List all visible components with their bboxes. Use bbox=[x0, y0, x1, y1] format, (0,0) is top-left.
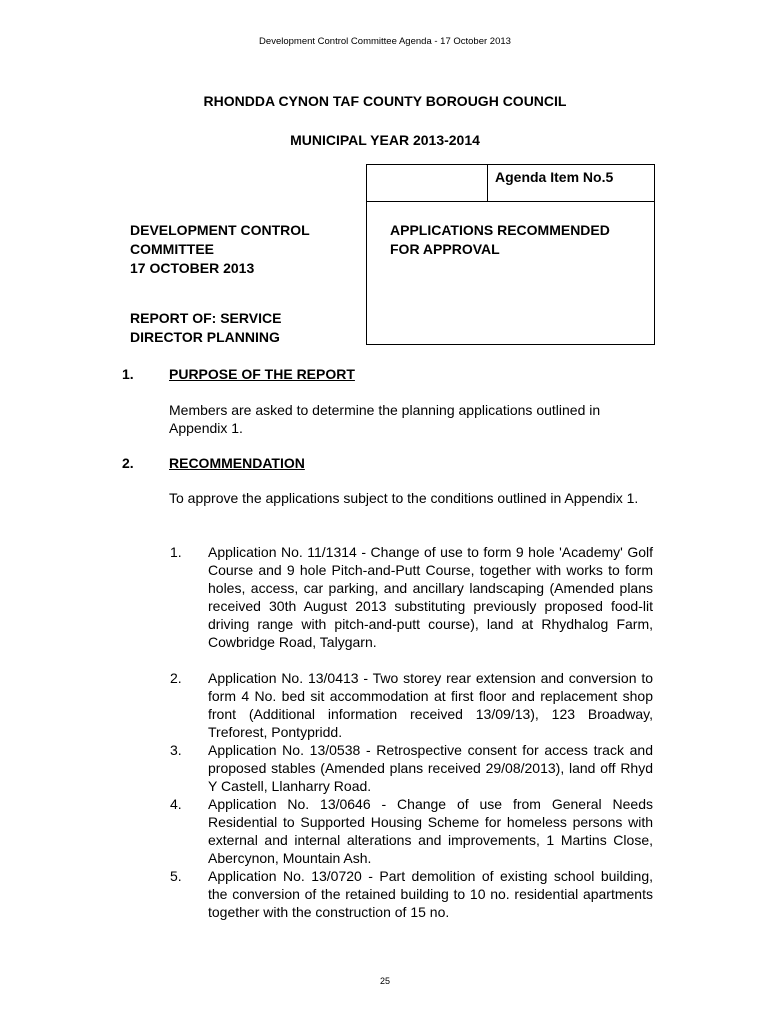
report-of-line1: REPORT OF: SERVICE bbox=[130, 310, 282, 326]
committee-block bbox=[130, 221, 310, 278]
municipal-year: MUNICIPAL YEAR 2013-2014 bbox=[290, 132, 480, 148]
list-item bbox=[170, 741, 655, 795]
applications-heading-line2: FOR APPROVAL bbox=[390, 241, 500, 257]
list-item-text: Application No. 13/0413 - Two storey rear extension and conversion to form 4 No. bed sit accommodation at first floor and replacement shop front (Additional information received 13/09/13), 123 Broadway, Treforest, Pontypridd. bbox=[208, 670, 653, 740]
list-item-text: Application No. 13/0538 - Retrospective consent for access track and proposed stables (Amended plans received 29/08/2013), land off Rhyd Y Castell, Llanharry Road. bbox=[208, 742, 653, 794]
section-1-text: Members are asked to determine the planning applications outlined in Appendix 1. bbox=[169, 402, 601, 436]
committee-line2: COMMITTEE bbox=[130, 241, 214, 257]
list-item bbox=[170, 669, 655, 741]
applications-heading-line1: APPLICATIONS RECOMMENDED bbox=[390, 222, 610, 238]
page-header: Development Control Committee Agenda - 17 October 2013 bbox=[259, 36, 511, 47]
agenda-item-label: Agenda Item No.5 bbox=[495, 169, 614, 185]
list-item-number: 2. bbox=[170, 670, 182, 686]
section-2-title: RECOMMENDATION bbox=[169, 455, 305, 471]
section-1-number: 1. bbox=[122, 366, 134, 382]
list-item-text: Application No. 13/0720 - Part demolition of existing school building, the conversion of the retained building to 10 no. residential apartments together with the construction of 15 no. bbox=[208, 868, 653, 920]
list-item bbox=[170, 543, 655, 669]
page-number: 25 bbox=[379, 976, 390, 986]
council-title: RHONDDA CYNON TAF COUNTY BOROUGH COUNCIL bbox=[203, 93, 567, 109]
list-item-number: 4. bbox=[170, 796, 182, 812]
list-item-text: Application No. 11/1314 - Change of use to form 9 hole 'Academy' Golf Course and 9 hole Pitch-and-Putt Course, together with works to form holes, access, car parking, and ancillary landscaping (Amended plans received 30th August 2013 substituting previously proposed food-lit driving range with pitch-and-putt course), land at Rhydhalog Farm, Cowbridge Road, Talygarn. bbox=[208, 544, 653, 650]
applications-list bbox=[170, 543, 655, 921]
section-2-text: To approve the applications subject to the conditions outlined in Appendix 1. bbox=[169, 490, 639, 506]
list-item-number: 5. bbox=[170, 868, 182, 884]
section-1-title: PURPOSE OF THE REPORT bbox=[169, 366, 355, 382]
list-item-number: 1. bbox=[170, 544, 182, 560]
list-item-text: Application No. 13/0646 - Change of use from General Needs Residential to Supported Housing Scheme for homeless persons with external and internal alterations and improvements, 1 Martins Close, Abercynon, Mountain Ash. bbox=[208, 796, 653, 866]
applications-heading bbox=[390, 221, 610, 259]
committee-line1: DEVELOPMENT CONTROL bbox=[130, 222, 310, 238]
section-2-number: 2. bbox=[122, 455, 134, 471]
report-of-block bbox=[130, 309, 281, 347]
list-item bbox=[170, 867, 655, 921]
list-item-number: 3. bbox=[170, 742, 182, 758]
list-item bbox=[170, 795, 655, 867]
committee-date: 17 OCTOBER 2013 bbox=[130, 260, 255, 276]
report-of-line2: DIRECTOR PLANNING bbox=[130, 329, 280, 345]
agenda-divider bbox=[487, 165, 488, 202]
